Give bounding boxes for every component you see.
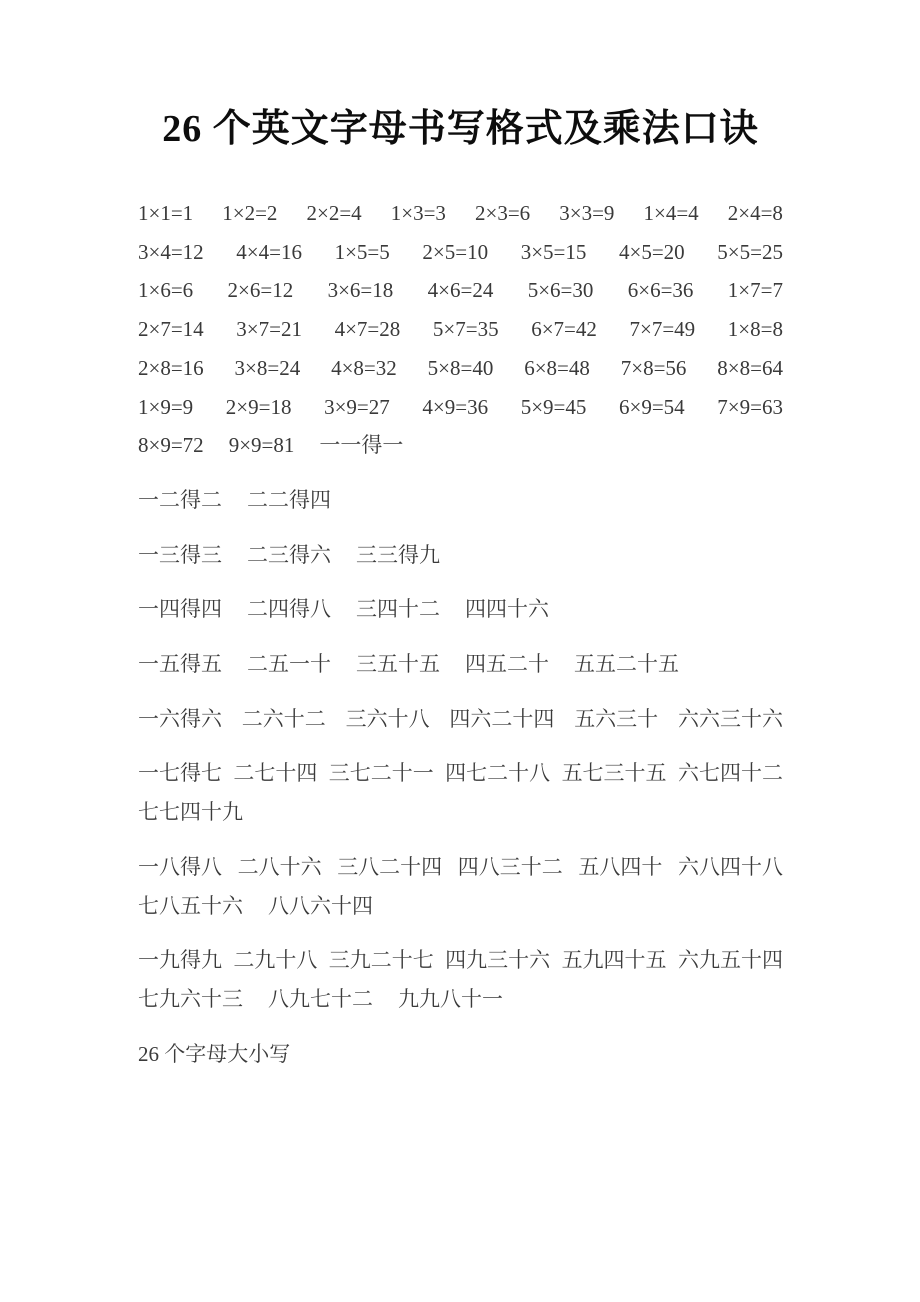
rhyme-phrase: 一二得二	[138, 487, 222, 512]
text-line	[138, 388, 783, 427]
rhyme-phrase: 二五一十	[247, 652, 331, 677]
equation: 1×8=8	[727, 317, 783, 342]
text-line	[138, 271, 783, 310]
rhyme-phrase: 四四十六	[465, 597, 549, 622]
rhyme-phrase: 四九三十六	[445, 948, 551, 973]
rhyme-phrase: 八九七十二	[268, 986, 373, 1011]
rhyme-phrase: 五七三十五	[561, 761, 667, 786]
equation: 7×7=49	[629, 317, 696, 342]
equation: 1×9=9	[138, 394, 194, 419]
equation: 4×9=36	[422, 394, 489, 419]
equation: 3×3=9	[559, 201, 615, 225]
equation: 2×2=4	[306, 201, 362, 225]
rhyme-phrase: 九九八十一	[398, 986, 503, 1011]
rhyme-phrase: 七八五十六	[138, 893, 243, 918]
rhyme-phrase: 七九六十三	[138, 986, 243, 1011]
rhyme-phrase: 四八三十二	[457, 854, 563, 879]
equation: 8×8=64	[717, 355, 783, 380]
rhyme-phrase: 五九四十五	[561, 948, 667, 973]
rhyme-phrase: 一九得九	[138, 948, 222, 973]
rhyme-phrase: 六六三十六	[677, 706, 783, 731]
rhyme-phrase: 三七二十一	[328, 761, 434, 786]
equation: 3×7=21	[236, 317, 302, 342]
equation: 4×6=24	[427, 278, 494, 303]
rhyme-phrase: 一六得六	[138, 706, 222, 731]
equation: 3×8=24	[234, 355, 301, 380]
equation: 4×7=28	[334, 317, 401, 342]
equation: 3×5=15	[520, 239, 587, 264]
rhyme-phrase: 二四得八	[247, 597, 331, 622]
text-line	[138, 700, 783, 739]
rhyme-row-2	[138, 481, 783, 520]
text-line	[138, 590, 783, 629]
text-line	[138, 310, 783, 349]
heading-text: 26 个字母大小写	[138, 1041, 291, 1066]
equation: 7×9=63	[717, 394, 783, 419]
text-line	[138, 848, 783, 887]
rhyme-phrase: 二八十六	[237, 854, 322, 879]
rhyme-phrase: 七七四十九	[138, 800, 243, 825]
equation: 6×7=42	[531, 317, 597, 342]
equation: 1×6=6	[138, 278, 194, 303]
rhyme-row-8	[138, 848, 783, 925]
rhyme-phrase: 五八四十	[578, 854, 663, 879]
equation: 6×6=36	[627, 278, 694, 303]
rhyme-phrase: 二七十四	[233, 761, 318, 786]
rhyme-phrase: 六七四十二	[677, 761, 783, 786]
equation: 1×7=7	[727, 278, 783, 303]
equation: 4×8=32	[331, 355, 397, 380]
equation: 5×6=30	[527, 278, 594, 303]
rhyme-phrase: 三九二十七	[328, 948, 434, 973]
equation: 2×4=8	[727, 201, 783, 225]
equation: 5×9=45	[520, 394, 587, 419]
equation: 1×5=5	[334, 239, 390, 264]
equation: 1×3=3	[390, 201, 446, 225]
rhyme-row-3	[138, 536, 783, 575]
text-line	[138, 481, 783, 520]
equation: 9×9=81	[228, 433, 295, 458]
rhyme-phrase: 五五二十五	[574, 652, 679, 677]
rhyme-phrase: 一七得七	[138, 761, 222, 786]
text-line	[138, 194, 783, 233]
equation: 2×3=6	[475, 201, 531, 225]
equation: 7×8=56	[620, 355, 687, 380]
rhyme-phrase: 二九十八	[233, 948, 318, 973]
rhyme-phrase: 三三得九	[356, 542, 440, 567]
equation: 1×2=2	[222, 201, 278, 225]
rhyme-phrase: 一八得八	[138, 854, 222, 879]
text-line	[138, 793, 783, 832]
text-line	[138, 887, 783, 926]
rhyme-phrase: 八八六十四	[268, 893, 373, 918]
text-line	[138, 536, 783, 575]
rhyme-phrase: 三五十五	[356, 652, 440, 677]
equation: 2×8=16	[138, 355, 204, 380]
letters-section-heading	[138, 1035, 783, 1074]
equation: 8×9=72	[138, 433, 204, 458]
text-line	[138, 349, 783, 388]
equation: 一一得一	[319, 433, 404, 458]
rhyme-phrase: 一四得四	[138, 597, 222, 622]
equation: 3×6=18	[327, 278, 394, 303]
rhyme-phrase: 三四十二	[356, 597, 440, 622]
equation: 1×1=1	[138, 201, 194, 225]
rhyme-phrase: 二二得四	[247, 487, 331, 512]
rhyme-phrase: 三六十八	[345, 706, 430, 731]
rhyme-phrase: 二六十二	[241, 706, 326, 731]
rhyme-phrase: 一三得三	[138, 542, 222, 567]
rhyme-row-6	[138, 700, 783, 739]
equation: 2×6=12	[227, 278, 294, 303]
equation: 4×5=20	[618, 239, 685, 264]
equation: 6×9=54	[618, 394, 685, 419]
text-line	[138, 941, 783, 980]
text-line	[138, 233, 783, 272]
text-line	[138, 645, 783, 684]
equation: 5×7=35	[432, 317, 499, 342]
text-line	[138, 754, 783, 793]
multiplication-table	[138, 194, 783, 465]
rhyme-phrase: 五六三十	[574, 706, 659, 731]
rhyme-phrase: 四五二十	[465, 652, 549, 677]
text-line	[138, 1035, 783, 1074]
equation: 2×7=14	[138, 317, 204, 342]
document-title: 26 个英文字母书写格式及乘法口诀	[162, 108, 759, 150]
text-line	[138, 980, 783, 1019]
document-body	[138, 194, 783, 1073]
equation: 3×4=12	[138, 239, 204, 264]
rhyme-phrase: 二三得六	[247, 542, 331, 567]
rhyme-phrase: 六九五十四	[677, 948, 783, 973]
rhyme-phrase: 三八二十四	[337, 854, 443, 879]
rhyme-row-9	[138, 941, 783, 1018]
equation: 6×8=48	[524, 355, 590, 380]
text-line	[138, 426, 783, 465]
equation: 5×8=40	[427, 355, 494, 380]
equation: 4×4=16	[236, 239, 302, 264]
equation: 2×5=10	[422, 239, 489, 264]
rhyme-phrase: 四六二十四	[449, 706, 555, 731]
equation: 5×5=25	[717, 239, 783, 264]
rhyme-phrase: 四七二十八	[445, 761, 551, 786]
rhyme-row-5	[138, 645, 783, 684]
equation: 2×9=18	[225, 394, 292, 419]
equation: 1×4=4	[643, 201, 699, 225]
equation: 3×9=27	[324, 394, 390, 419]
rhyme-row-7	[138, 754, 783, 831]
rhyme-phrase: 一五得五	[138, 652, 222, 677]
rhyme-phrase: 六八四十八	[677, 854, 783, 879]
rhyme-row-4	[138, 590, 783, 629]
